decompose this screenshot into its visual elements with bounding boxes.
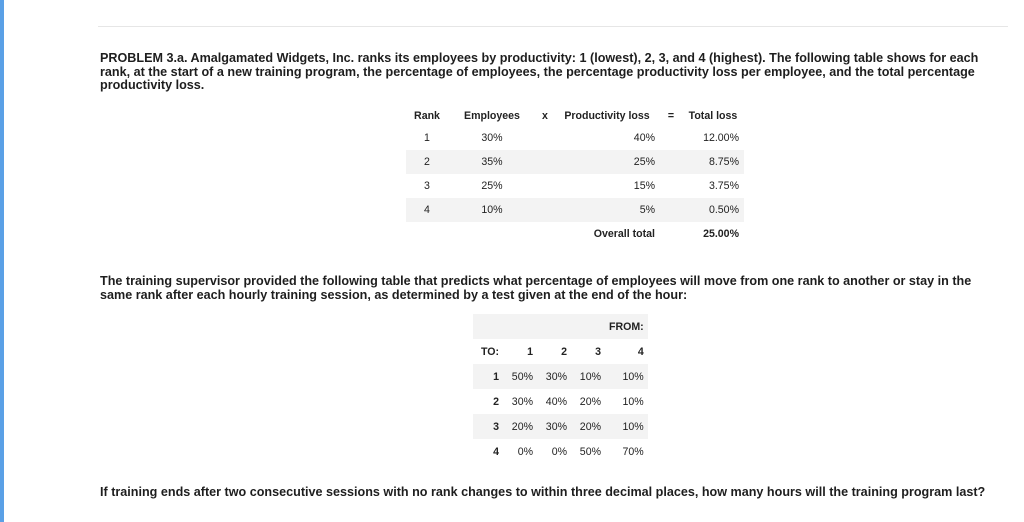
cell-rank: 1 bbox=[424, 132, 430, 144]
header-employees: Employees bbox=[464, 110, 520, 122]
table-row bbox=[406, 126, 744, 150]
scroll-indicator-bar bbox=[0, 0, 4, 522]
header-rank: Rank bbox=[414, 110, 440, 122]
transition-cell: 50% bbox=[579, 445, 601, 458]
header-total-loss: Total loss bbox=[688, 110, 738, 122]
from-rank-3: 3 bbox=[595, 345, 601, 358]
from-rank-1: 1 bbox=[527, 345, 533, 358]
transition-cell: 10% bbox=[622, 395, 644, 408]
cell-productivity-loss: 25% bbox=[554, 150, 660, 174]
overall-total-value: 25.00% bbox=[703, 228, 739, 240]
transition-cell: 10% bbox=[605, 414, 648, 439]
cell-total-loss: 0.50% bbox=[682, 198, 744, 222]
to-rank: 2 bbox=[493, 395, 499, 408]
transition-cell: 30% bbox=[511, 395, 533, 408]
cell-rank: 2 bbox=[406, 150, 448, 174]
from-label: FROM: bbox=[605, 314, 648, 339]
table-row bbox=[406, 174, 744, 198]
cell-productivity-loss: 15% bbox=[633, 180, 655, 192]
from-header-row bbox=[473, 314, 648, 339]
supervisor-text: The training supervisor provided the following table that predicts what percentage of employees will move from one rank to another or stay in the same rank after each hourly training session, as determined by a test given at the end of the hour: bbox=[100, 274, 972, 302]
to-rank: 3 bbox=[473, 414, 503, 439]
problem-intro: PROBLEM 3.a. Amalgamated Widgets, Inc. ranks its employees by productivity: 1 (lowest), 2, 3, and 4 (highest). The following table shows for each rank, at the start of a new training program, the percentage of employees, the percentage productivity loss per employee, and the total percentage productivity loss. bbox=[100, 51, 979, 92]
from-rank-2: 2 bbox=[561, 345, 567, 358]
table-row bbox=[406, 150, 744, 174]
cell-total-loss: 3.75% bbox=[708, 180, 739, 192]
table-row bbox=[473, 389, 648, 414]
transition-cell: 10% bbox=[605, 364, 648, 389]
overall-total-label: Overall total bbox=[593, 228, 655, 240]
from-ranks-row bbox=[473, 339, 648, 364]
cell-rank: 3 bbox=[424, 180, 430, 192]
header-times: x bbox=[542, 110, 548, 122]
transition-cell: 20% bbox=[503, 414, 537, 439]
transition-cell: 20% bbox=[579, 395, 601, 408]
table-row bbox=[406, 198, 744, 222]
transition-cell: 0% bbox=[517, 445, 533, 458]
transition-cell: 30% bbox=[537, 414, 571, 439]
question-text: If training ends after two consecutive sessions with no rank changes to within three decimal places, how many hours will the training program last? bbox=[100, 485, 986, 499]
from-rank-4: 4 bbox=[637, 345, 644, 358]
cell-total-loss: 12.00% bbox=[703, 132, 739, 144]
to-rank: 1 bbox=[473, 364, 503, 389]
transition-table bbox=[473, 314, 648, 464]
cell-employees: 35% bbox=[448, 150, 536, 174]
table-row bbox=[473, 364, 648, 389]
transition-cell: 40% bbox=[545, 395, 567, 408]
transition-cell: 50% bbox=[503, 364, 537, 389]
transition-cell: 70% bbox=[622, 445, 644, 458]
overall-total-row bbox=[406, 222, 744, 246]
transition-cell: 30% bbox=[537, 364, 571, 389]
header-equals: = bbox=[667, 110, 675, 122]
transition-cell: 10% bbox=[571, 364, 605, 389]
cell-total-loss: 8.75% bbox=[682, 150, 744, 174]
cell-employees: 30% bbox=[481, 132, 503, 144]
cell-employees: 10% bbox=[448, 198, 536, 222]
header-productivity-loss: Productivity loss bbox=[564, 110, 650, 122]
cell-productivity-loss: 5% bbox=[554, 198, 660, 222]
transition-cell: 0% bbox=[551, 445, 567, 458]
table-row bbox=[473, 414, 648, 439]
loss-table-header-row bbox=[406, 106, 744, 126]
productivity-loss-table bbox=[406, 106, 744, 246]
divider bbox=[98, 26, 1008, 27]
to-label: TO: bbox=[480, 345, 499, 358]
to-rank: 4 bbox=[493, 445, 499, 458]
table-row bbox=[473, 439, 648, 464]
transition-cell: 20% bbox=[571, 414, 605, 439]
cell-rank: 4 bbox=[406, 198, 448, 222]
cell-productivity-loss: 40% bbox=[633, 132, 655, 144]
cell-employees: 25% bbox=[481, 180, 503, 192]
